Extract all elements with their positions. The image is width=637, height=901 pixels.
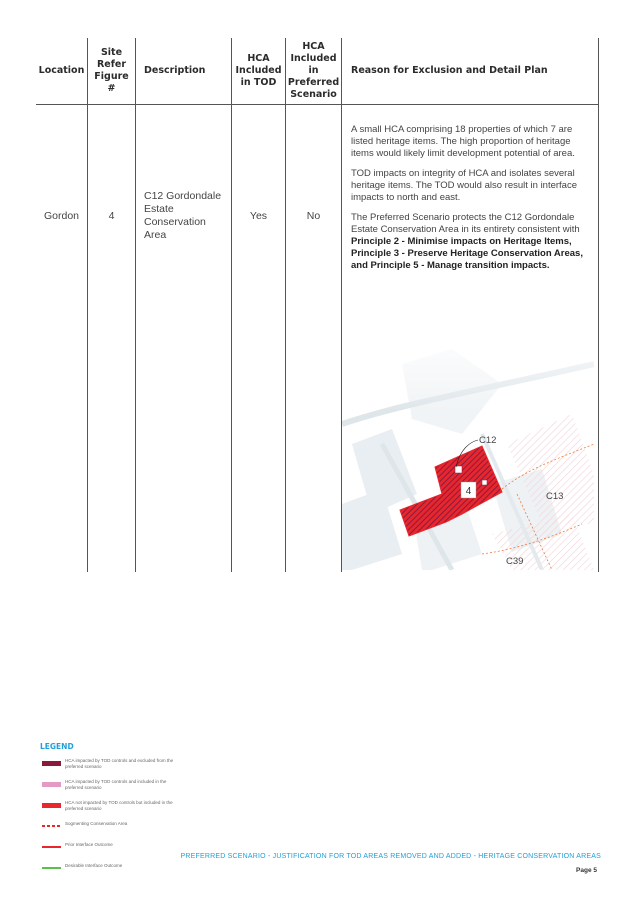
label-c39: C39 xyxy=(506,556,524,567)
legend-label: HCA impacted by TOD controls and excluded from the preferred scenario xyxy=(65,758,174,769)
footer-title: PREFERRED SCENARIO - JUSTIFICATION FOR TOD AREAS REMOVED AND ADDED - HERITAGE CONSERVATION AREAS xyxy=(180,853,601,860)
cell-location: Gordon xyxy=(43,209,80,222)
header-hca-tod: HCA Included in TOD xyxy=(235,53,282,88)
reason-paragraph: TOD impacts on integrity of HCA and isolates several heritage items. The TOD would also result in interface impacts to north and east. xyxy=(351,168,578,203)
legend-item xyxy=(40,821,210,842)
page-number: Page 5 xyxy=(576,867,597,874)
heritage-table xyxy=(36,38,599,572)
legend-swatch xyxy=(42,846,61,848)
legend-item xyxy=(40,758,210,779)
header-location: Location xyxy=(38,65,85,76)
column-divider xyxy=(87,38,88,572)
legend-swatch xyxy=(42,782,61,787)
site-number: 4 xyxy=(465,486,472,497)
legend-swatch xyxy=(42,867,61,869)
header-site-refer: Site Refer Figure # xyxy=(94,47,129,94)
reason-principles: Principle 2 - Minimise impacts on Heritage Items, Principle 3 - Preserve Heritage Conservation Areas, and Principle 5 - Manage transition impacts. xyxy=(351,236,583,271)
cell-description: C12 Gordondale Estate Conservation Area xyxy=(144,190,222,241)
label-c12: C12 xyxy=(479,435,497,446)
heritage-item-marker xyxy=(482,480,487,485)
header-hca-preferred: HCA Included in Preferred Scenario xyxy=(287,41,340,100)
legend-item xyxy=(40,863,210,884)
legend-item xyxy=(40,779,210,800)
legend-swatch xyxy=(42,761,61,766)
legend xyxy=(40,742,210,884)
legend-title: LEGEND xyxy=(40,742,74,751)
cell-site-refer: 4 xyxy=(108,209,115,222)
header-description: Description xyxy=(144,65,206,76)
column-divider xyxy=(285,38,286,572)
cell-hca-tod: Yes xyxy=(249,209,268,222)
cell-hca-preferred: No xyxy=(306,209,321,222)
header-reason: Reason for Exclusion and Detail Plan xyxy=(351,65,548,76)
legend-swatch xyxy=(42,825,61,827)
legend-label: Prior Interface Outcome xyxy=(65,842,113,847)
legend-items xyxy=(40,758,210,884)
cell-reason xyxy=(351,124,583,280)
label-c13: C13 xyxy=(546,491,564,502)
reason-paragraph: The Preferred Scenario protects the C12 Gordondale Estate Conservation Area in its entirety consistent with xyxy=(351,212,580,235)
legend-label: Desirable Interface Outcome xyxy=(65,863,123,868)
legend-label: HCA impacted by TOD controls and included in the preferred scenario xyxy=(65,779,167,790)
column-divider xyxy=(598,38,599,572)
detail-plan-map xyxy=(342,324,594,570)
map-blocks xyxy=(342,324,594,570)
column-divider xyxy=(135,38,136,572)
heritage-item-marker xyxy=(455,466,462,473)
column-divider xyxy=(231,38,232,572)
legend-item xyxy=(40,800,210,821)
legend-label: Sogmenting Conservation Area xyxy=(65,821,128,826)
reason-paragraph: A small HCA comprising 18 properties of which 7 are listed heritage items. The high proportion of heritage items would likely limit development potential of area. xyxy=(351,124,575,159)
legend-swatch xyxy=(42,803,61,808)
legend-label: HCA not impacted by TOD controls but included in the preferred scenario xyxy=(65,800,173,811)
header-divider xyxy=(36,104,599,105)
